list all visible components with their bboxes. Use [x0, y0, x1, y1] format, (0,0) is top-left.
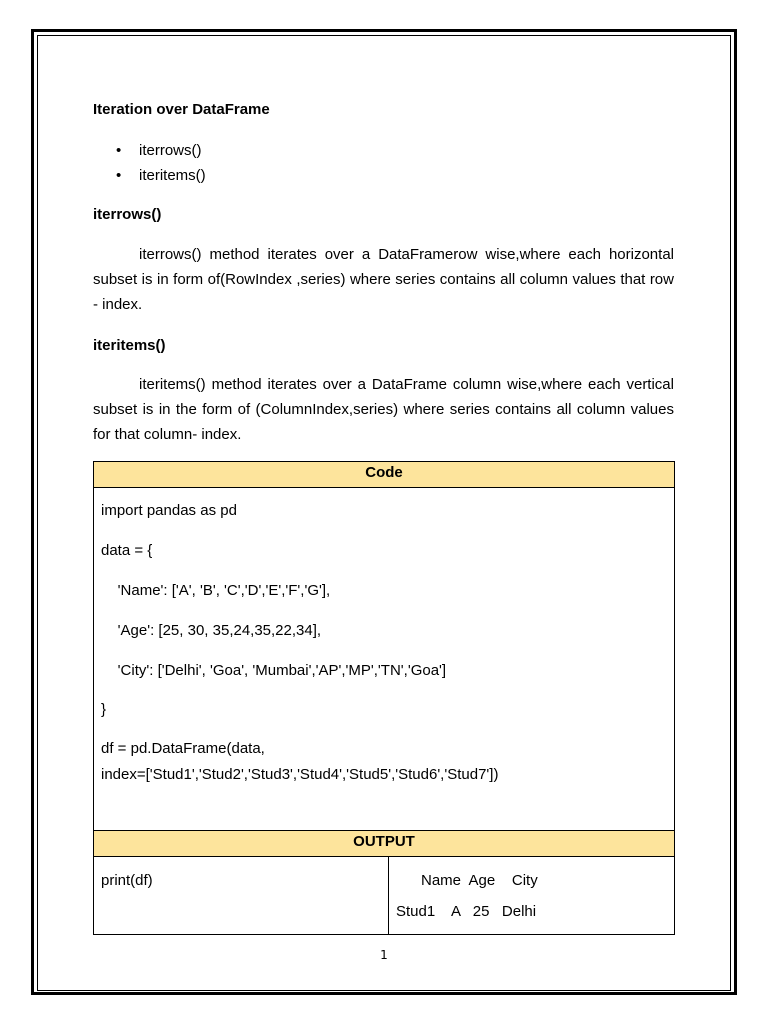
- output-command: print(df): [101, 872, 153, 889]
- code-line: 'City': ['Delhi', 'Goa', 'Mumbai','AP','MP','TN','Goa']: [101, 662, 447, 679]
- section-heading-iteritems: iteritems(): [93, 337, 166, 354]
- output-command-cell: [94, 857, 389, 935]
- output-header: [94, 831, 675, 857]
- code-line: data = {: [101, 542, 153, 559]
- code-line: }: [101, 701, 107, 718]
- section-body-iteritems: iteritems() method iterates over a DataFrame column wise,where each vertical subset is in the form of (ColumnIndex,series) where series contains all column values for that column- index.: [93, 376, 674, 443]
- code-header: [94, 462, 675, 488]
- bullet-item-label: iterrows(): [139, 142, 202, 159]
- output-result-cell: [389, 857, 675, 935]
- section-heading-iterrows: iterrows(): [93, 206, 162, 223]
- code-line: 'Name': ['A', 'B', 'C','D','E','F','G'],: [101, 582, 331, 599]
- output-header-label: OUTPUT: [353, 833, 415, 850]
- code-header-label: Code: [365, 464, 403, 481]
- page-title: Iteration over DataFrame: [93, 101, 270, 118]
- code-block: [94, 488, 675, 831]
- page-number: 1: [380, 948, 388, 962]
- output-header-row: Name Age City: [421, 872, 538, 889]
- output-data-row: Stud1 A 25 Delhi: [396, 903, 537, 920]
- bullet-item-label: iteritems(): [139, 167, 206, 184]
- code-line: 'Age': [25, 30, 35,24,35,22,34],: [101, 622, 322, 639]
- section-body-iterrows: iterrows() method iterates over a DataFramerow wise,where each horizontal subset is in form of(RowIndex ,series) where series contains all column values that row - index.: [93, 246, 674, 313]
- bullet-dot-icon: •: [116, 142, 122, 159]
- code-table: [93, 461, 675, 935]
- code-line: df = pd.DataFrame(data,: [101, 740, 265, 757]
- code-line: import pandas as pd: [101, 502, 237, 519]
- bullet-dot-icon: •: [116, 167, 122, 184]
- code-line: index=['Stud1','Stud2','Stud3','Stud4','Stud5','Stud6','Stud7']): [101, 766, 499, 783]
